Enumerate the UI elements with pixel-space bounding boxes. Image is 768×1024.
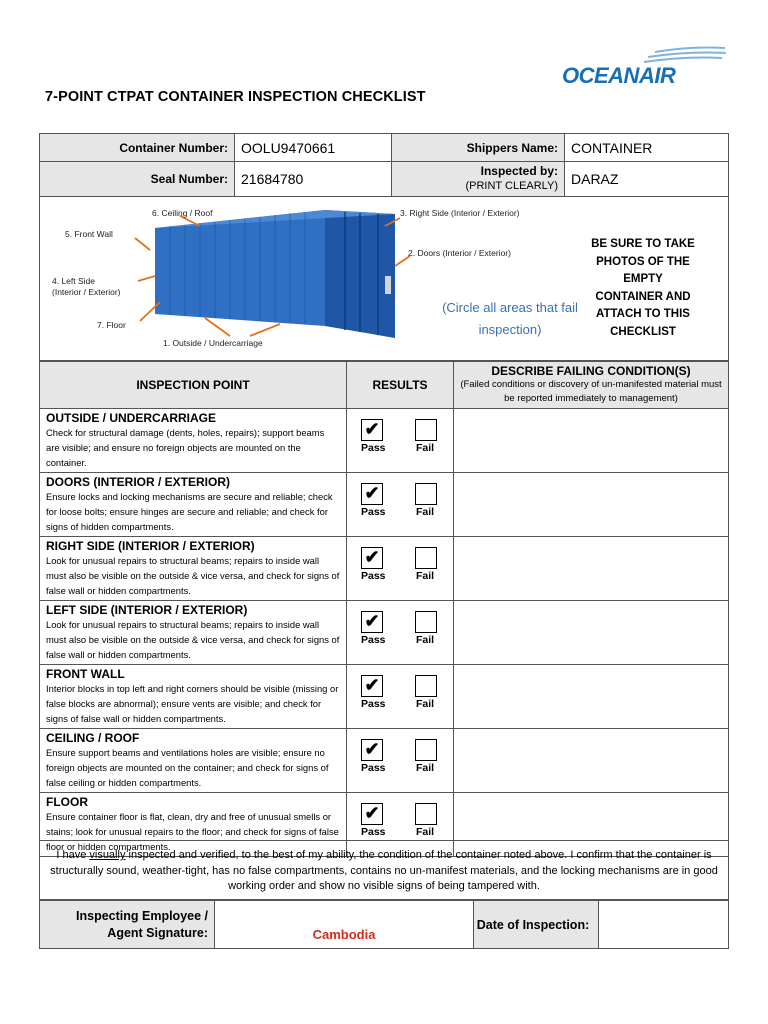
pass-checkbox[interactable]: ✔ <box>361 419 383 441</box>
inspection-point-title: OUTSIDE / UNDERCARRIAGE <box>46 411 217 425</box>
label-right-side: 3. Right Side (Interior / Exterior) <box>400 208 520 218</box>
container-number-value[interactable]: OOLU9470661 <box>235 134 392 162</box>
failing-condition-field[interactable] <box>454 537 729 601</box>
fail-label: Fail <box>416 570 435 582</box>
inspection-point-title: FRONT WALL <box>46 667 125 681</box>
inspection-point-cell <box>40 729 347 793</box>
pass-checkbox[interactable]: ✔ <box>361 611 383 633</box>
inspection-point-description: Look for unusual repairs to structural beams; repairs to inside wall must also be visible on the outside & vice versa, and check for signs of false wall or hidden compartments. <box>46 619 340 660</box>
inspection-row <box>40 729 729 793</box>
failing-condition-field[interactable] <box>454 665 729 729</box>
inspected-by-sub: (PRINT CLEARLY) <box>465 180 558 192</box>
col-inspection-point: INSPECTION POINT <box>40 362 347 409</box>
inspection-table <box>39 361 729 857</box>
label-doors: 2. Doors (Interior / Exterior) <box>408 248 511 258</box>
inspection-point-description: Ensure support beams and ventilations holes are visible; ensure no foreign objects are mounted on the container; and check for signs of false ceiling or hidden compartments. <box>46 747 329 788</box>
inspection-point-cell <box>40 409 347 473</box>
photos-reminder-note: BE SURE TO TAKE PHOTOS OF THE EMPTY CONTAINER AND ATTACH TO THIS CHECKLIST <box>591 238 695 338</box>
label-ceiling-roof: 6. Ceiling / Roof <box>152 208 213 218</box>
inspection-point-cell <box>40 473 347 537</box>
page-title: 7-POINT CTPAT CONTAINER INSPECTION CHECKLIST <box>45 89 426 105</box>
pass-label: Pass <box>361 634 386 646</box>
inspection-point-title: RIGHT SIDE (INTERIOR / EXTERIOR) <box>46 539 255 553</box>
cert-underlined: visually <box>89 849 126 861</box>
inspection-point-cell <box>40 665 347 729</box>
cert-text-2: inspected and verified, to the best of my ability, the condition of the container noted above. I confirm that the container is structurally sound, weather-tight, has no false compartments, contains no un-manifest materials, and the locking mechanisms are in good working order and show no visible signs of being tampered with. <box>50 849 718 892</box>
label-floor: 7. Floor <box>97 320 126 330</box>
failing-condition-field[interactable] <box>454 409 729 473</box>
pass-checkbox[interactable]: ✔ <box>361 483 383 505</box>
fail-checkbox[interactable] <box>415 547 437 569</box>
inspection-point-title: FLOOR <box>46 795 88 809</box>
signature-label-cell <box>40 901 215 949</box>
seal-number-label: Seal Number: <box>40 162 235 197</box>
signature-label-2: Agent Signature: <box>107 925 208 940</box>
header-table <box>39 133 729 197</box>
inspection-point-title: LEFT SIDE (INTERIOR / EXTERIOR) <box>46 603 248 617</box>
date-label: Date of Inspection: <box>474 901 599 949</box>
inspection-row <box>40 537 729 601</box>
pass-checkbox[interactable]: ✔ <box>361 675 383 697</box>
results-cell <box>347 601 454 665</box>
fail-checkbox[interactable] <box>415 803 437 825</box>
inspection-point-cell <box>40 601 347 665</box>
fail-label: Fail <box>416 826 435 838</box>
pass-checkbox[interactable]: ✔ <box>361 739 383 761</box>
inspection-row <box>40 409 729 473</box>
inspected-by-label: Inspected by: <box>480 164 558 178</box>
inspection-row <box>40 665 729 729</box>
date-field[interactable] <box>599 901 729 949</box>
inspection-point-description: Look for unusual repairs to structural beams; repairs to inside wall must also be visible on the outside & vice versa, and check for signs of false wall or hidden compartments. <box>46 555 340 596</box>
circle-fail-note: (Circle all areas that fail inspection) <box>442 300 578 337</box>
seal-number-value[interactable]: 21684780 <box>235 162 392 197</box>
describe-header: DESCRIBE FAILING CONDITION(S) <box>491 364 691 378</box>
inspection-point-description: Ensure container floor is flat, clean, dry and free of unusual smells or stains; look for unusual repairs to the floor; and check for signs of false floor or hidden compartments. <box>46 811 339 852</box>
label-left-side-sub: (Interior / Exterior) <box>52 287 121 297</box>
shippers-name-label: Shippers Name: <box>392 134 565 162</box>
col-results: RESULTS <box>347 362 454 409</box>
fail-label: Fail <box>416 506 435 518</box>
results-cell <box>347 537 454 601</box>
label-outside-undercarriage: 1. Outside / Undercarriage <box>163 338 263 348</box>
results-cell <box>347 473 454 537</box>
inspection-point-title: CEILING / ROOF <box>46 731 140 745</box>
col-describe <box>454 362 729 409</box>
signature-table <box>39 900 729 949</box>
pass-label: Pass <box>361 762 386 774</box>
fail-label: Fail <box>416 634 435 646</box>
signature-value: Cambodia <box>312 927 376 942</box>
signature-field[interactable] <box>215 901 474 949</box>
inspection-point-description: Interior blocks in top left and right corners should be visible (missing or false blocks are abnormal); ensure vents are visible; and check for signs of false wall or hidden compartments. <box>46 683 339 724</box>
results-cell <box>347 729 454 793</box>
inspection-row <box>40 601 729 665</box>
failing-condition-field[interactable] <box>454 473 729 537</box>
shippers-name-value[interactable]: CONTAINER <box>565 134 729 162</box>
fail-checkbox[interactable] <box>415 611 437 633</box>
inspection-row <box>40 473 729 537</box>
inspection-point-title: DOORS (INTERIOR / EXTERIOR) <box>46 475 231 489</box>
oceanair-logo: OCEANAIR <box>562 63 676 88</box>
results-cell <box>347 409 454 473</box>
inspection-point-description: Ensure locks and locking mechanisms are secure and reliable; check for loose bolts; ensure hinges are secure and reliable; and check for signs of hidden compartments. <box>46 491 333 532</box>
fail-checkbox[interactable] <box>415 739 437 761</box>
container-side <box>155 210 325 326</box>
failing-condition-field[interactable] <box>454 601 729 665</box>
signature-label-1: Inspecting Employee / <box>76 908 208 923</box>
inspection-point-cell <box>40 537 347 601</box>
fail-label: Fail <box>416 698 435 710</box>
pass-label: Pass <box>361 698 386 710</box>
inspection-point-description: Check for structural damage (dents, holes, repairs); support beams are visible; and ensure no foreign objects are mounted on the container. <box>46 427 325 468</box>
fail-checkbox[interactable] <box>415 419 437 441</box>
pass-label: Pass <box>361 570 386 582</box>
cert-text-1: I have <box>56 849 90 861</box>
inspected-by-value[interactable]: DARAZ <box>565 162 729 197</box>
label-left-side: 4. Left Side <box>52 276 96 286</box>
inspected-by-label-cell <box>392 162 565 197</box>
fail-checkbox[interactable] <box>415 483 437 505</box>
certification-statement <box>39 840 729 900</box>
pass-label: Pass <box>361 506 386 518</box>
label-front-wall: 5. Front Wall <box>65 229 113 239</box>
fail-label: Fail <box>416 442 435 454</box>
describe-sub: (Failed conditions or discovery of un-manifested material must be reported immediately to management) <box>460 379 722 404</box>
container-number-label: Container Number: <box>40 134 235 162</box>
pass-label: Pass <box>361 826 386 838</box>
pass-checkbox[interactable]: ✔ <box>361 803 383 825</box>
failing-condition-field[interactable] <box>454 729 729 793</box>
pass-checkbox[interactable]: ✔ <box>361 547 383 569</box>
results-cell <box>347 665 454 729</box>
fail-checkbox[interactable] <box>415 675 437 697</box>
fail-label: Fail <box>416 762 435 774</box>
pass-label: Pass <box>361 442 386 454</box>
